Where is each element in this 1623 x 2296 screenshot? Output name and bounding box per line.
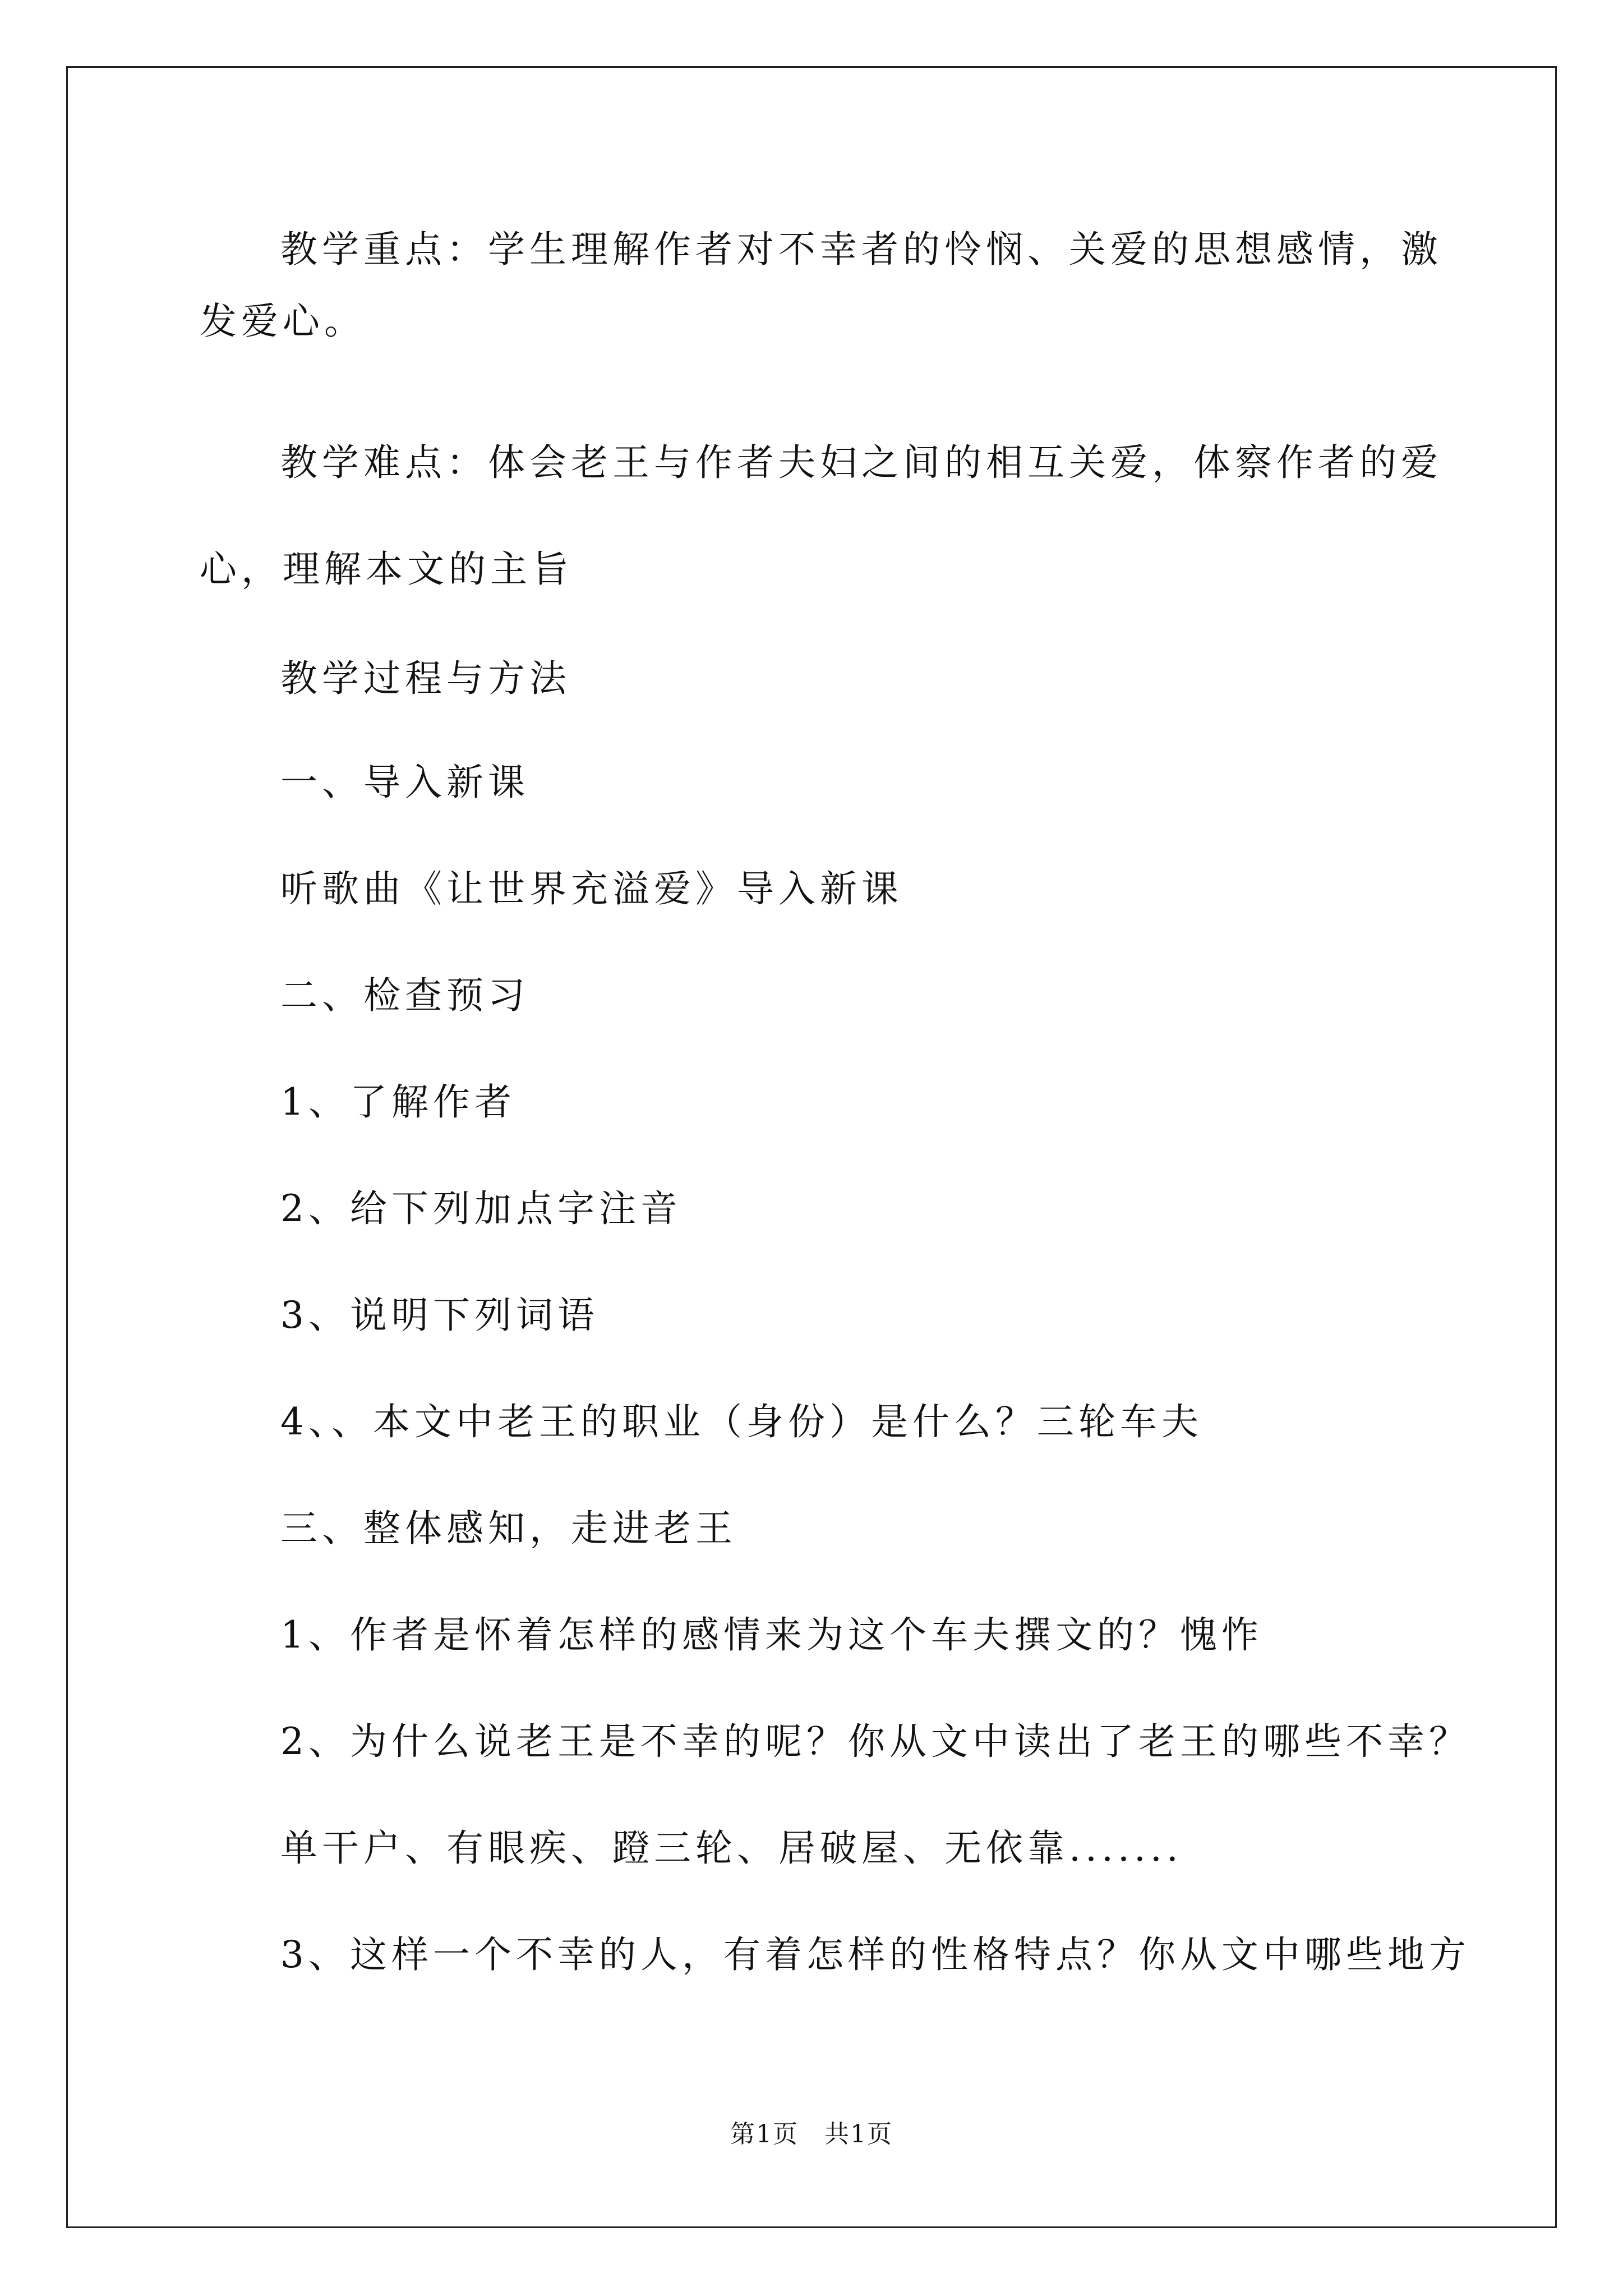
list-item: 2、给下列加点字注音 <box>280 1187 682 1230</box>
list-item: 2、为什么说老王是不幸的呢？你从文中读出了老王的哪些不幸？ <box>280 1720 1470 1763</box>
section-heading: 二、检查预习 <box>280 974 529 1017</box>
list-item: 1、作者是怀着怎样的感情来为这个车夫撰文的？愧怍 <box>280 1613 1263 1657</box>
paragraph-line: 教学难点：体会老王与作者夫妇之间的相互关爱，体察作者的爱 <box>280 441 1442 484</box>
paragraph-line: 教学重点：学生理解作者对不幸者的怜悯、关爱的思想感情，激 <box>280 228 1442 271</box>
paragraph-line: 听歌曲《让世界充溢爱》导入新课 <box>280 867 903 910</box>
page-border <box>66 66 1557 2228</box>
list-item: 3、这样一个不幸的人，有着怎样的性格特点？你从文中哪些地方 <box>280 1933 1470 1976</box>
paragraph-line: 发爱心。 <box>200 300 366 343</box>
section-heading: 教学过程与方法 <box>280 657 571 700</box>
paragraph-line: 单干户、有眼疾、蹬三轮、居破屋、无依靠....... <box>280 1826 1183 1870</box>
list-item: 1、了解作者 <box>280 1080 516 1124</box>
list-item: 4、、本文中老王的职业（身份）是什么？三轮车夫 <box>280 1400 1203 1443</box>
list-item: 3、说明下列词语 <box>280 1294 599 1337</box>
paragraph-line: 心，理解本文的主旨 <box>200 547 573 591</box>
section-heading: 一、导入新课 <box>280 761 529 804</box>
page-number-footer: 第1页 共1页 <box>730 2120 893 2148</box>
section-heading: 三、整体感知，走进老王 <box>280 1507 737 1550</box>
